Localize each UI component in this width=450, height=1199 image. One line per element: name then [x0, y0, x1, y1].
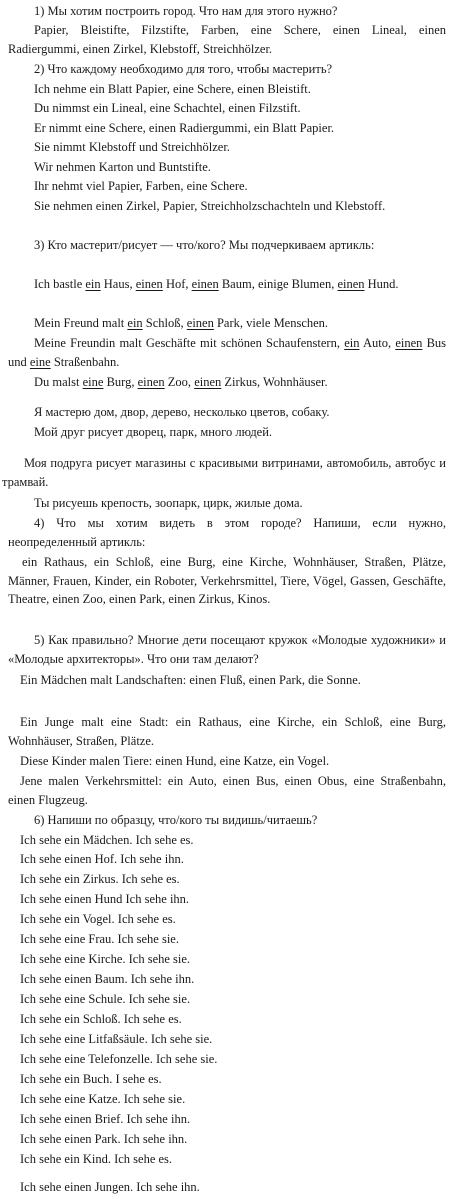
sentence: Du nimmst ein Lineal, eine Schachtel, einen Filzstift. — [34, 101, 301, 115]
list-item: Ich sehe eine Frau. Ich sehe sie. — [20, 932, 179, 946]
list-item: Ich sehe eine Litfaßsäule. Ich sehe sie. — [20, 1032, 213, 1046]
underlined-sentence: Mein Freund malt ein Schloß, einen Park, viele Menschen. — [34, 316, 329, 330]
list-item: Ich sehe eine Telefonzelle. Ich sehe sie. — [20, 1052, 218, 1066]
sentence: Jene malen Verkehrsmittel: ein Auto, einen Bus, einen Obus, eine Straßenbahn, einen Flugzeug. — [8, 774, 446, 807]
translation: Ты рисуешь крепость, зоопарк, цирк, жилые дома. — [34, 496, 303, 510]
list-item: Ich sehe eine Katze. Ich sehe sie. — [20, 1092, 186, 1106]
task-6-heading: 6) Напиши по образцу, что/кого ты видишь/читаешь? — [34, 813, 318, 827]
list-item: Ich sehe ein Mädchen. Ich sehe es. — [20, 833, 194, 847]
task-3-heading: 3) Кто мастерит/рисует — что/кого? Мы подчеркиваем артикль: — [34, 238, 375, 252]
underlined-sentence: Meine Freundin malt Geschäfte mit schönen Schaufenstern, ein Auto, einen Bus und eine Straßenbahn. — [8, 336, 447, 369]
task-4-answer: ein Rathaus, ein Schloß, eine Burg, eine Kirche, Wohnhäuser, Straßen, Plätze, Männer, Frauen, Kinder, ein Roboter, Verkehrsmittel, Tiere, Vögel, Gassen, Geschäfte, Theatre, einen Zoo, einen Park, einen Zirkus, Kinos. — [8, 555, 446, 606]
sentence: Ein Mädchen malt Landschaften: einen Fluß, einen Park, die Sonne. — [20, 673, 361, 687]
list-item: Ich sehe ein Zirkus. Ich sehe es. — [20, 872, 180, 886]
list-item: Ich sehe ein Buch. I sehe es. — [20, 1072, 162, 1086]
task-4-heading: 4) Что мы хотим видеть в этом городе? Напиши, если нужно, неопределенный артикль: — [8, 516, 446, 549]
task-5-heading: 5) Как правильно? Многие дети посещают кружок «Молодые художники» и «Молодые архитекторы». Что они там делают? — [8, 633, 446, 666]
translation: Мой друг рисует дворец, парк, много людей. — [34, 425, 273, 439]
translation: Моя подруга рисует магазины с красивыми витринами, автомобиль, автобус и трамвай. — [2, 456, 446, 489]
sentence: Wir nehmen Karton und Buntstifte. — [34, 160, 211, 174]
sentence: Ein Junge malt eine Stadt: ein Rathaus, eine Kirche, ein Schloß, eine Burg, Wohnhäuser, Straßen, Plätze. — [8, 715, 446, 748]
sentence: Sie nehmen einen Zirkel, Papier, Streichholzschachteln und Klebstoff. — [34, 199, 386, 213]
list-item: Ich sehe ein Schloß. Ich sehe es. — [20, 1012, 182, 1026]
translation: Я мастерю дом, двор, дерево, несколько цветов, собаку. — [34, 405, 330, 419]
task-2-heading: 2) Что каждому необходимо для того, чтобы мастерить? — [34, 62, 333, 76]
underlined-sentence: Ich bastle ein Haus, einen Hof, einen Baum, einige Blumen, einen Hund. — [34, 277, 399, 291]
sentence: Sie nimmt Klebstoff und Streichhölzer. — [34, 140, 230, 154]
underlined-sentence: Du malst eine Burg, einen Zoo, einen Zirkus, Wohnhäuser. — [34, 375, 328, 389]
task-1-heading: 1) Мы хотим построить город. Что нам для этого нужно? — [34, 4, 338, 18]
list-item: Ich sehe einen Hund Ich sehe ihn. — [20, 892, 190, 906]
task-1-answer: Papier, Bleistifte, Filzstifte, Farben, eine Schere, einen Lineal, einen Radiergummi, einen Zirkel, Klebstoff, Streichhölzer. — [8, 23, 446, 56]
list-item: Ich sehe einen Park. Ich sehe ihn. — [20, 1132, 188, 1146]
list-item: Ich sehe ein Vogel. Ich sehe es. — [20, 912, 176, 926]
list-item: Ich sehe eine Kirche. Ich sehe sie. — [20, 952, 191, 966]
list-item: Ich sehe eine Schule. Ich sehe sie. — [20, 992, 191, 1006]
sentence: Er nimmt eine Schere, einen Radiergummi, ein Blatt Papier. — [34, 121, 335, 135]
list-item: Ich sehe einen Jungen. Ich sehe ihn. — [20, 1180, 200, 1194]
list-item: Ich sehe einen Hof. Ich sehe ihn. — [20, 852, 184, 866]
list-item: Ich sehe einen Baum. Ich sehe ihn. — [20, 972, 195, 986]
list-item: Ich sehe ein Kind. Ich sehe es. — [20, 1152, 173, 1166]
list-item: Ich sehe einen Brief. Ich sehe ihn. — [20, 1112, 191, 1126]
sentence: Diese Kinder malen Tiere: einen Hund, eine Katze, ein Vogel. — [20, 754, 330, 768]
sentence: Ich nehme ein Blatt Papier, eine Schere, einen Bleistift. — [34, 82, 311, 96]
sentence: Ihr nehmt viel Papier, Farben, eine Schere. — [34, 179, 248, 193]
